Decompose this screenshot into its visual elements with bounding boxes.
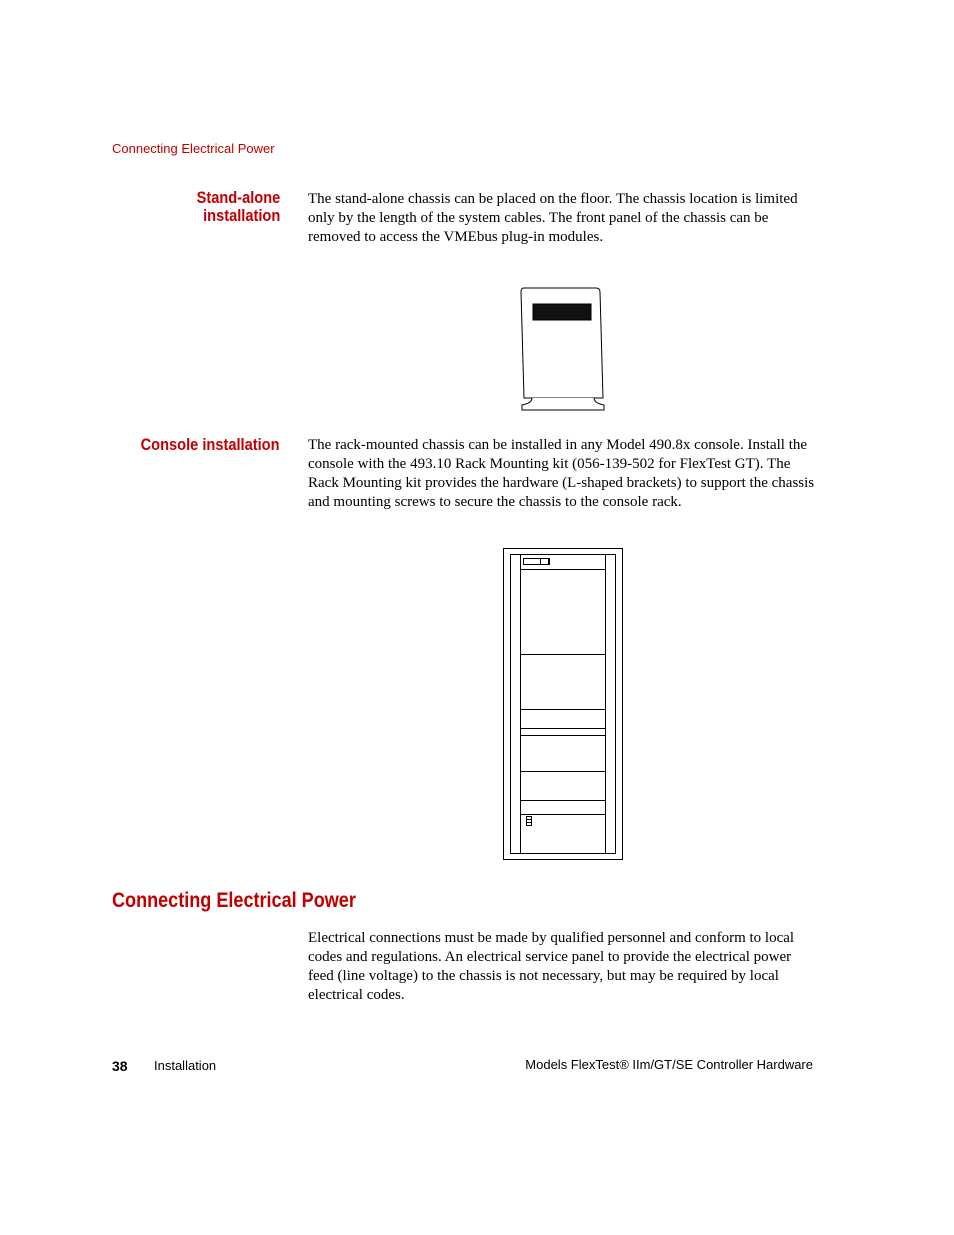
power-paragraph: Electrical connections must be made by qualified personnel and conform to local codes and regulations. An electrical service panel to provide the electrical power feed (line voltage) to the chassis is not necessary, but may be required by local electrical codes. bbox=[308, 930, 795, 1003]
running-head: Connecting Electrical Power bbox=[112, 141, 275, 156]
console-heading: Console installation bbox=[141, 435, 280, 454]
section-heading-power: Connecting Electrical Power bbox=[112, 889, 356, 912]
standalone-body bbox=[308, 190, 818, 247]
footer-book-title: Models FlexTest® IIm/GT/SE Controller Hardware bbox=[525, 1057, 813, 1072]
footer-chapter: Installation bbox=[154, 1058, 217, 1073]
standalone-heading-line1: Stand-alone bbox=[196, 188, 280, 207]
console-paragraph: The rack-mounted chassis can be installed in any Model 490.8x console. Install the console with the 493.10 Rack Mounting kit (056-139-502 for FlexTest GT). The Rack Mounting kit provides the hardware (L-shaped brackets) to support the chassis and mounting screws to secure the chassis to the console rack. bbox=[308, 437, 815, 510]
standalone-chassis-illustration bbox=[518, 286, 608, 412]
standalone-heading bbox=[196, 189, 280, 225]
console-rack-illustration bbox=[503, 548, 624, 862]
standalone-paragraph: The stand-alone chassis can be placed on the floor. The chassis location is limited only by the length of the system cables. The front panel of the chassis can be removed to access the VMEbus plug-in modules. bbox=[308, 191, 798, 245]
power-body bbox=[308, 929, 818, 1005]
standalone-heading-line2: installation bbox=[202, 206, 280, 225]
page-number: 38 bbox=[112, 1058, 128, 1074]
console-body bbox=[308, 436, 818, 512]
